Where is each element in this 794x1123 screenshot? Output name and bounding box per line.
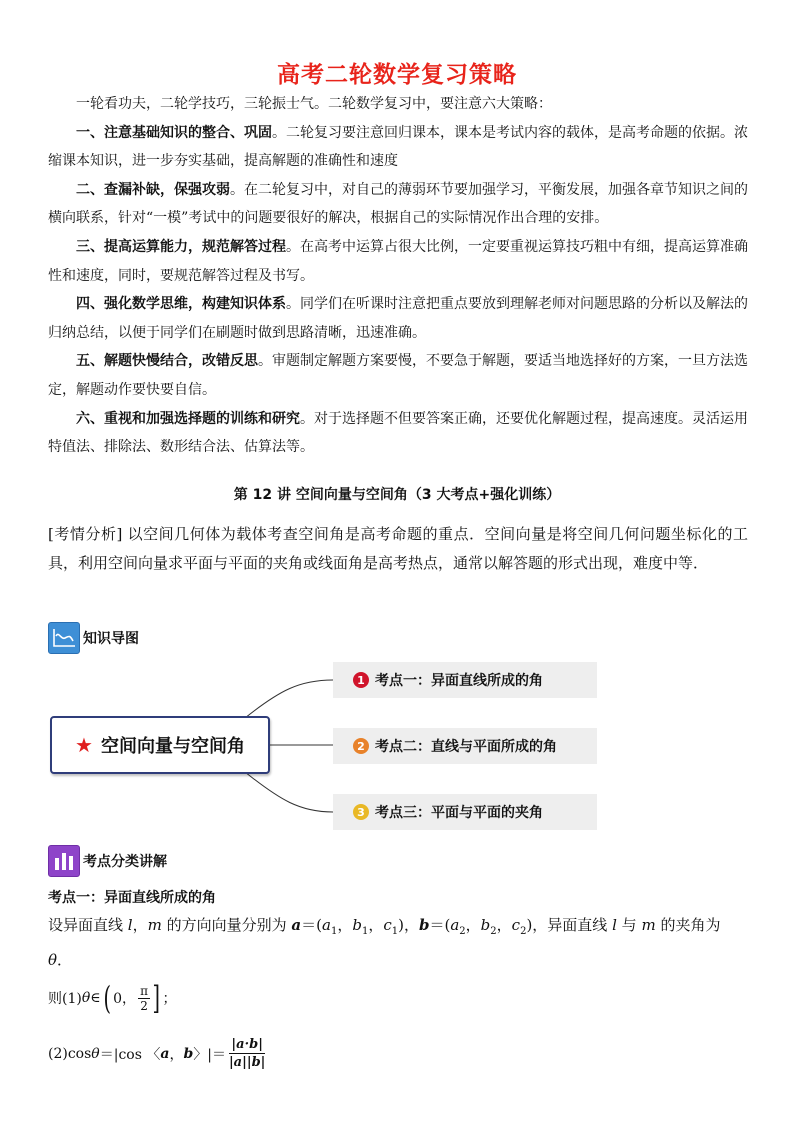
text-run: ， — [368, 916, 384, 934]
denominator: 2 — [140, 998, 148, 1013]
formula-cosine — [48, 1036, 265, 1071]
var-l: l — [612, 916, 617, 934]
var: c — [383, 916, 392, 934]
main-title: 高考二轮数学复习策略 — [277, 62, 517, 88]
var-l: l — [127, 916, 133, 934]
text-run: 设异面直线 — [48, 916, 128, 934]
strategy-item-heading: 一、注意基础知识的整合、巩固 — [76, 124, 272, 141]
strategy-item-heading: 四、强化数学思维，构建知识体系 — [76, 296, 286, 313]
strategy-item — [48, 290, 748, 347]
strategy-item — [48, 176, 748, 233]
mindmap-central-node — [50, 716, 270, 774]
var: b — [480, 916, 491, 934]
strategy-item — [48, 233, 748, 290]
text-run: 的夹角为 — [655, 916, 721, 934]
fraction-pi-over-2 — [138, 984, 150, 1013]
section-label: 知识导图 — [83, 631, 139, 647]
formula-text: 0， — [113, 991, 137, 1007]
mindmap-node-label: 考点一：异面直线所成的角 — [375, 673, 543, 689]
strategy-item-text: 。审题制定解题方案要慢，不要急于解题，要适当地选择好的方案，一旦方法选定，解题动作要快要自信。 — [48, 353, 748, 398]
line-chart-icon — [48, 622, 80, 654]
mindmap-node-label: 考点三：平面与平面的夹角 — [375, 805, 543, 821]
text-run: 的方向向量分别为 — [161, 916, 292, 934]
formula-range — [48, 979, 177, 1017]
var: b — [352, 916, 362, 934]
formula-text: ∈ — [90, 990, 101, 1006]
fraction — [229, 1036, 265, 1071]
text-run: ， — [496, 916, 512, 934]
text-run: ＝( — [301, 916, 322, 934]
lecture-title: 第 12 讲 空间向量与空间角（3 大考点+强化训练） — [233, 487, 561, 503]
var: a — [321, 916, 331, 934]
exam-analysis: [考情分析] 以空间几何体为载体考查空间角是高考命题的重点．空间向量是将空间几何问题坐标化的工具，利用空间向量求平面与平面的夹角或线面角是高考热点，通常以解答题的形式出现，难度中等． — [48, 525, 748, 572]
mindmap-node-2 — [333, 728, 597, 764]
formula-text: 〉|＝ — [193, 1046, 226, 1063]
section-heading-mindmap — [48, 622, 139, 654]
number-badge-icon: 2 — [353, 738, 369, 754]
strategy-section — [48, 90, 748, 462]
text-run: )， — [398, 916, 419, 934]
formula-text: ＝|cos 〈 — [99, 1046, 161, 1063]
number-badge-icon: 1 — [353, 672, 369, 688]
strategy-item-heading: 三、提高运算能力，规范解答过程 — [76, 238, 286, 255]
bar-chart-icon — [48, 845, 80, 877]
text-run: ， — [465, 916, 481, 934]
vector-a: a — [160, 1045, 170, 1062]
strategy-item — [48, 405, 748, 462]
text-run: )，异面直线 — [526, 916, 613, 934]
strategy-intro: 一轮看功夫，二轮学技巧，三轮振士气。二轮数学复习中，要注意六大策略： — [76, 96, 552, 112]
formula-text: ， — [169, 1046, 184, 1063]
right-bracket: ] — [152, 979, 160, 1017]
numerator: π — [140, 983, 148, 998]
number-badge-icon: 3 — [353, 804, 369, 820]
formula-text: ； — [162, 991, 177, 1007]
var-m: m — [641, 916, 656, 934]
strategy-item — [48, 347, 748, 404]
star-icon: ★ — [75, 733, 93, 757]
formula-text: 则(1) — [48, 991, 82, 1007]
var-theta: θ — [81, 990, 91, 1006]
formula-text: (2)cos — [48, 1045, 92, 1062]
knowledge-point-text: 设异面直线 l，m 的方向向量分别为 $a=(a_1$，$b_1$，$c_1$)，$b=(a_2$，$b_2$，$c_2$)，异面直线 l 与 m 的夹角为 θ． — [48, 916, 721, 969]
left-paren: ( — [103, 979, 111, 1017]
vector-a: a — [291, 916, 302, 934]
strategy-item-heading: 二、查漏补缺，保强攻弱 — [76, 181, 230, 198]
strategy-item-text: 。同学们在听课时注意把重点要放到理解老师对问题思路的分析以及解法的归纳总结，以便于同学们在刷题时做到思路清晰，迅速准确。 — [48, 296, 748, 341]
var-theta: θ — [91, 1045, 100, 1062]
text-run: ， — [132, 916, 148, 934]
mindmap-node-label: 考点二：直线与平面所成的角 — [375, 739, 557, 755]
denominator: |a||b| — [228, 1055, 266, 1070]
text-run: ． — [57, 951, 73, 969]
numerator: |a·b| — [231, 1037, 263, 1052]
text-run: ＝( — [429, 916, 451, 934]
strategy-item — [48, 119, 748, 176]
mindmap-node-3 — [333, 794, 597, 830]
knowledge-point-title: 考点一：异面直线所成的角 — [48, 890, 216, 906]
var-m: m — [147, 916, 162, 934]
mindmap-central-label: 空间向量与空间角 — [100, 736, 245, 757]
text-run: 与 — [616, 916, 642, 934]
section-heading-explain — [48, 845, 167, 877]
var: a — [450, 916, 460, 934]
strategy-item-text: 。对于选择题不但要答案正确，还要优化解题过程，提高速度。灵活运用特值法、排除法、数形结合法、估算法等。 — [48, 410, 748, 456]
strategy-item-text: 。二轮复习要注意回归课本，课本是考试内容的载体，是高考命题的依据。浓缩课本知识，进一步夯实基础，提高解题的准确性和速度 — [48, 124, 748, 170]
mindmap-node-1 — [333, 662, 597, 698]
strategy-item-text: 。在高考中运算占很大比例，一定要重视运算技巧粗中有细，提高运算准确性和速度，同时，要规范解答过程及书写。 — [48, 238, 748, 284]
strategy-item-heading: 五、解题快慢结合，改错反思 — [76, 353, 258, 370]
strategy-item-text: 。在二轮复习中，对自己的薄弱环节要加强学习，平衡发展，加强各章节知识之间的横向联系，针对“一模”考试中的问题要很好的解决，根据自己的实际情况作出合理的安排。 — [48, 181, 748, 227]
section-label: 考点分类讲解 — [83, 854, 167, 870]
var-theta: θ — [48, 951, 58, 969]
vector-b: b — [418, 916, 430, 934]
vector-b: b — [183, 1045, 194, 1062]
var: c — [511, 916, 521, 934]
text-run: ， — [337, 916, 353, 934]
strategy-item-heading: 六、重视和加强选择题的训练和研究 — [76, 410, 300, 427]
